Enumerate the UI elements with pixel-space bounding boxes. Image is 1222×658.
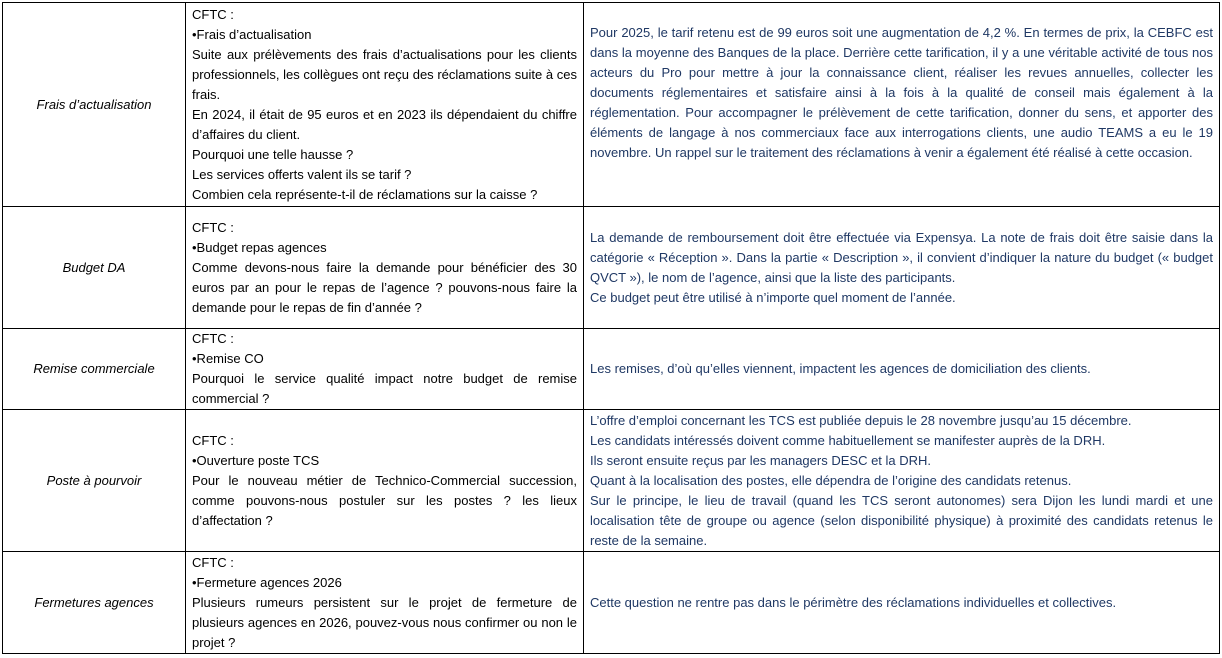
answer-text: Les candidats intéressés doivent comme habituellement se manifester auprès de la DRH.: [590, 432, 1106, 448]
answer-text: L’offre d’emploi concernant les TCS est publiée depuis le 28 novembre jusqu’au 15 décembre.: [590, 412, 1132, 428]
answer-text: Pour 2025, le tarif retenu est de 99 euros soit une augmentation de 4,2 %. En termes de prix, la CEBFC est dans la moyenne des Banques de la place. Derrière cette tarification, il y a une véritable activité de tous nos acteurs du Pro pour mettre à jour la connaissance client, réaliser les revues annuelles, collecter les documents réglementaires et satisfaire ainsi à la fois à la qualité de conseil mais également à la réglementation. Pour accompagner le prélèvement de cette tarification, donner du sens, et apporter des éléments de langage à nos commerciaux face aux interrogations clients, une audio TEAMS a eu le 19 novembre. Un rappel sur le traitement des réclamations à venir a également été réalisé à cette occasion.: [590, 25, 1213, 160]
topic-cell: [3, 552, 186, 654]
answer-text: Sur le principe, le lieu de travail (quand les TCS seront autonomes) sera Dijon les lundi mardi et une localisation tête de groupe ou agence (selon disponibilité physique) à proximité des candidats retenus le reste de la semaine.: [590, 492, 1213, 548]
union-label: CFTC :: [192, 432, 234, 448]
answer-text: Quant à la localisation des postes, elle dépendra de l’origine des candidats retenus.: [590, 472, 1072, 488]
table-row: [3, 207, 1220, 329]
answer-cell: [584, 3, 1220, 207]
topic-cell: [3, 410, 186, 552]
answer-cell: [584, 410, 1220, 552]
topic-label: Fermetures agences: [34, 594, 154, 610]
table-row: [3, 329, 1220, 410]
answer-text: Ils seront ensuite reçus par les managers DESC et la DRH.: [590, 452, 932, 468]
question-text: Plusieurs rumeurs persistent sur le projet de fermeture de plusieurs agences en 2026, pouvez-vous nous confirmer ou non le projet ?: [192, 594, 577, 650]
question-text: Combien cela représente-t-il de réclamations sur la caisse ?: [192, 186, 538, 202]
question-cell: [186, 329, 584, 410]
answer-text: Les remises, d’où qu’elles viennent, impactent les agences de domiciliation des clients.: [590, 361, 1091, 376]
question-text: Pourquoi le service qualité impact notre budget de remise commercial ?: [192, 371, 577, 406]
table-row: [3, 410, 1220, 552]
answer-text: La demande de remboursement doit être effectuée via Expensya. La note de frais doit être saisie dans la catégorie « Réception ». Dans la partie « Description », il convient d’indiquer la nature du budget (« budget QVCT »), le nom de l’agence, ainsi que la liste des participants.: [590, 229, 1213, 285]
question-cell: [186, 410, 584, 552]
topic-cell: [3, 207, 186, 329]
topic-label: Frais d’actualisation: [36, 96, 152, 112]
question-cell: [186, 207, 584, 329]
topic-label: Remise commerciale: [33, 361, 155, 376]
answer-text: Cette question ne rentre pas dans le périmètre des réclamations individuelles et collectives.: [590, 594, 1117, 610]
question-subject: •Budget repas agences: [192, 239, 327, 255]
union-label: CFTC :: [192, 554, 234, 570]
question-cell: [186, 3, 584, 207]
question-text: En 2024, il était de 95 euros et en 2023 ils dépendaient du chiffre d’affaires du client.: [192, 106, 577, 142]
union-label: CFTC :: [192, 6, 234, 22]
question-cell: [186, 552, 584, 654]
answer-cell: [584, 552, 1220, 654]
topic-label: Poste à pourvoir: [46, 472, 142, 488]
answer-cell: [584, 329, 1220, 410]
topic-cell: [3, 3, 186, 207]
question-text: Pourquoi une telle hausse ?: [192, 146, 354, 162]
union-label: CFTC :: [192, 331, 234, 346]
question-subject: •Fermeture agences 2026: [192, 574, 342, 590]
question-subject: •Ouverture poste TCS: [192, 452, 320, 468]
question-subject: •Frais d’actualisation: [192, 26, 312, 42]
answer-text: Ce budget peut être utilisé à n’importe quel moment de l’année.: [590, 289, 956, 305]
question-text: Pour le nouveau métier de Technico-Commercial succession, comme pouvons-nous postuler sur les postes ? les lieux d’affectation ?: [192, 472, 577, 528]
question-text: Comme devons-nous faire la demande pour bénéficier des 30 euros par an pour le repas de l’agence ? pouvons-nous faire la demande pour le repas de fin d’année ?: [192, 259, 577, 315]
topic-cell: [3, 329, 186, 410]
topic-label: Budget DA: [62, 259, 126, 275]
table-row: [3, 552, 1220, 654]
table-row: [3, 3, 1220, 207]
qa-table: [2, 2, 1220, 654]
question-text: Suite aux prélèvements des frais d’actualisations pour les clients professionnels, les collègues ont reçu des réclamations suite à ces frais.: [192, 46, 577, 102]
union-label: CFTC :: [192, 219, 234, 235]
question-subject: •Remise CO: [192, 351, 264, 366]
answer-cell: [584, 207, 1220, 329]
question-text: Les services offerts valent ils se tarif ?: [192, 166, 412, 182]
